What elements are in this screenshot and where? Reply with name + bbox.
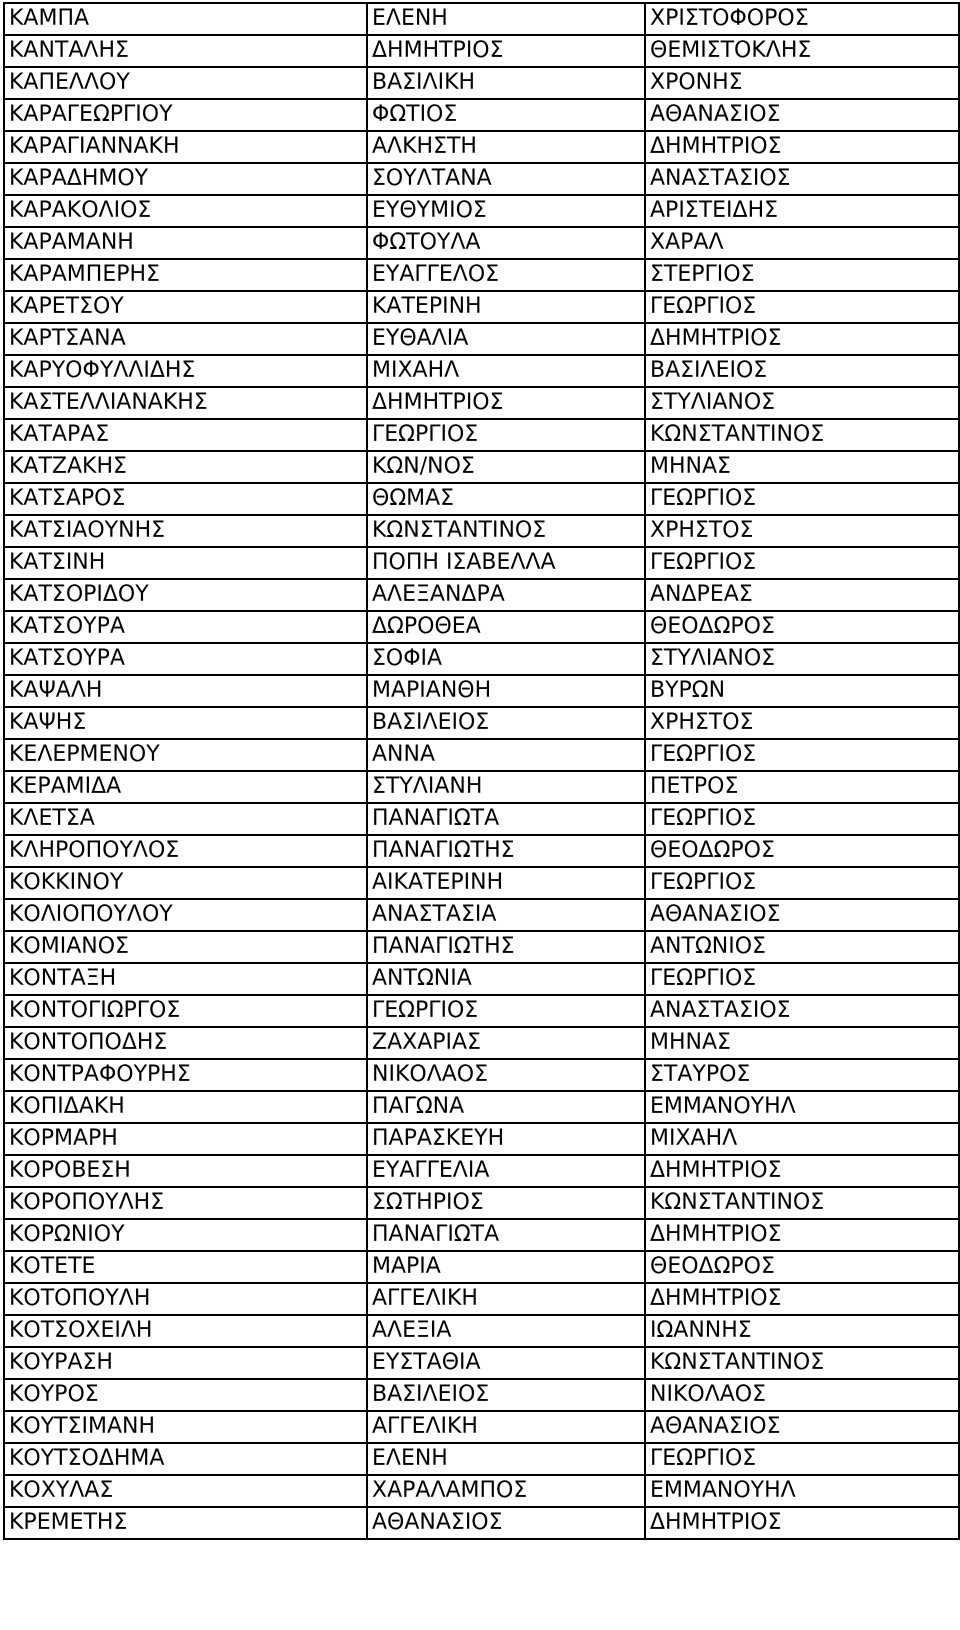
first-name-cell: ΑΓΓΕΛΙΚΗ xyxy=(367,1411,645,1443)
first-name-cell: ΑΛΕΞΙΑ xyxy=(367,1315,645,1347)
table-row xyxy=(4,1187,959,1219)
surname-cell: ΚΟΛΙΟΠΟΥΛΟΥ xyxy=(4,899,367,931)
surname-cell: ΚΑΡΑΜΠΕΡΗΣ xyxy=(4,259,367,291)
surname-cell: ΚΟΤΕΤΕ xyxy=(4,1251,367,1283)
surname-cell: ΚΟΝΤΡΑΦΟΥΡΗΣ xyxy=(4,1059,367,1091)
father-name-cell: ΑΘΑΝΑΣΙΟΣ xyxy=(645,1411,959,1443)
surname-cell: ΚΟΥΡΑΣΗ xyxy=(4,1347,367,1379)
first-name-cell: ΔΩΡΟΘΕΑ xyxy=(367,611,645,643)
surname-cell: ΚΑΤΣΑΡΟΣ xyxy=(4,483,367,515)
surname-cell: ΚΟΥΤΣΙΜΑΝΗ xyxy=(4,1411,367,1443)
surname-cell: ΚΟΧΥΛΑΣ xyxy=(4,1475,367,1507)
surname-cell: ΚΟΥΡΟΣ xyxy=(4,1379,367,1411)
table-row xyxy=(4,195,959,227)
first-name-cell: ΒΑΣΙΛΙΚΗ xyxy=(367,67,645,99)
father-name-cell: ΑΘΑΝΑΣΙΟΣ xyxy=(645,899,959,931)
table-row xyxy=(4,1411,959,1443)
table-row xyxy=(4,387,959,419)
surname-cell: ΚΑΡΑΔΗΜΟΥ xyxy=(4,163,367,195)
surname-cell: ΚΑΡΕΤΣΟΥ xyxy=(4,291,367,323)
first-name-cell: ΜΑΡΙΑ xyxy=(367,1251,645,1283)
table-row xyxy=(4,35,959,67)
first-name-cell: ΓΕΩΡΓΙΟΣ xyxy=(367,419,645,451)
surname-cell: ΚΟΠΙΔΑΚΗ xyxy=(4,1091,367,1123)
father-name-cell: ΧΑΡΑΛ xyxy=(645,227,959,259)
first-name-cell: ΑΝΝΑ xyxy=(367,739,645,771)
table-row xyxy=(4,515,959,547)
surname-cell: ΚΟΝΤΟΠΟΔΗΣ xyxy=(4,1027,367,1059)
father-name-cell: ΣΤΥΛΙΑΝΟΣ xyxy=(645,643,959,675)
first-name-cell: ΣΟΥΛΤΑΝΑ xyxy=(367,163,645,195)
table-row xyxy=(4,1219,959,1251)
surname-cell: ΚΑΡΤΣΑΝΑ xyxy=(4,323,367,355)
table-row xyxy=(4,675,959,707)
first-name-cell: ΧΑΡΑΛΑΜΠΟΣ xyxy=(367,1475,645,1507)
father-name-cell: ΓΕΩΡΓΙΟΣ xyxy=(645,1443,959,1475)
surname-cell: ΚΕΛΕΡΜΕΝΟΥ xyxy=(4,739,367,771)
first-name-cell: ΚΑΤΕΡΙΝΗ xyxy=(367,291,645,323)
father-name-cell: ΣΤΑΥΡΟΣ xyxy=(645,1059,959,1091)
father-name-cell: ΑΝΔΡΕΑΣ xyxy=(645,579,959,611)
table-row xyxy=(4,803,959,835)
father-name-cell: ΠΕΤΡΟΣ xyxy=(645,771,959,803)
table-row xyxy=(4,451,959,483)
surname-cell: ΚΟΜΙΑΝΟΣ xyxy=(4,931,367,963)
first-name-cell: ΦΩΤΙΟΣ xyxy=(367,99,645,131)
first-name-cell: ΠΑΝΑΓΙΩΤΑ xyxy=(367,1219,645,1251)
first-name-cell: ΖΑΧΑΡΙΑΣ xyxy=(367,1027,645,1059)
surname-cell: ΚΑΡΑΓΙΑΝΝΑΚΗ xyxy=(4,131,367,163)
first-name-cell: ΑΛΚΗΣΤΗ xyxy=(367,131,645,163)
father-name-cell: ΣΤΕΡΓΙΟΣ xyxy=(645,259,959,291)
surname-cell: ΚΑΤΣΙΝΗ xyxy=(4,547,367,579)
surname-cell: ΚΑΠΕΛΛΟΥ xyxy=(4,67,367,99)
first-name-cell: ΚΩΝΣΤΑΝΤΙΝΟΣ xyxy=(367,515,645,547)
table-row xyxy=(4,1443,959,1475)
father-name-cell: ΔΗΜΗΤΡΙΟΣ xyxy=(645,1283,959,1315)
table-row xyxy=(4,323,959,355)
first-name-cell: ΓΕΩΡΓΙΟΣ xyxy=(367,995,645,1027)
father-name-cell: ΔΗΜΗΤΡΙΟΣ xyxy=(645,1507,959,1539)
father-name-cell: ΘΕΜΙΣΤΟΚΛΗΣ xyxy=(645,35,959,67)
first-name-cell: ΑΙΚΑΤΕΡΙΝΗ xyxy=(367,867,645,899)
father-name-cell: ΒΑΣΙΛΕΙΟΣ xyxy=(645,355,959,387)
father-name-cell: ΧΡΟΝΗΣ xyxy=(645,67,959,99)
surname-cell: ΚΑΤΣΟΥΡΑ xyxy=(4,611,367,643)
surname-cell: ΚΟΥΤΣΟΔΗΜΑ xyxy=(4,1443,367,1475)
first-name-cell: ΒΑΣΙΛΕΙΟΣ xyxy=(367,1379,645,1411)
first-name-cell: ΠΑΝΑΓΙΩΤΗΣ xyxy=(367,931,645,963)
table-row xyxy=(4,1379,959,1411)
father-name-cell: ΜΗΝΑΣ xyxy=(645,451,959,483)
first-name-cell: ΠΟΠΗ ΙΣΑΒΕΛΛΑ xyxy=(367,547,645,579)
first-name-cell: ΑΓΓΕΛΙΚΗ xyxy=(367,1283,645,1315)
first-name-cell: ΕΥΘΑΛΙΑ xyxy=(367,323,645,355)
surname-cell: ΚΑΝΤΑΛΗΣ xyxy=(4,35,367,67)
first-name-cell: ΣΤΥΛΙΑΝΗ xyxy=(367,771,645,803)
table-row xyxy=(4,227,959,259)
first-name-cell: ΜΙΧΑΗΛ xyxy=(367,355,645,387)
father-name-cell: ΜΙΧΑΗΛ xyxy=(645,1123,959,1155)
surname-cell: ΚΟΝΤΟΓΙΩΡΓΟΣ xyxy=(4,995,367,1027)
father-name-cell: ΧΡΗΣΤΟΣ xyxy=(645,707,959,739)
first-name-cell: ΠΑΝΑΓΙΩΤΗΣ xyxy=(367,835,645,867)
father-name-cell: ΓΕΩΡΓΙΟΣ xyxy=(645,547,959,579)
first-name-cell: ΣΟΦΙΑ xyxy=(367,643,645,675)
father-name-cell: ΕΜΜΑΝΟΥΗΛ xyxy=(645,1475,959,1507)
surname-cell: ΚΕΡΑΜΙΔΑ xyxy=(4,771,367,803)
surname-cell: ΚΑΤΖΑΚΗΣ xyxy=(4,451,367,483)
first-name-cell: ΦΩΤΟΥΛΑ xyxy=(367,227,645,259)
table-row xyxy=(4,1283,959,1315)
table-row xyxy=(4,1347,959,1379)
father-name-cell: ΧΡΙΣΤΟΦΟΡΟΣ xyxy=(645,3,959,35)
surname-cell: ΚΑΤΣΟΡΙΔΟΥ xyxy=(4,579,367,611)
names-table xyxy=(3,2,960,1540)
surname-cell: ΚΑΣΤΕΛΛΙΑΝΑΚΗΣ xyxy=(4,387,367,419)
first-name-cell: ΑΘΑΝΑΣΙΟΣ xyxy=(367,1507,645,1539)
table-row xyxy=(4,355,959,387)
table-row xyxy=(4,1155,959,1187)
first-name-cell: ΕΥΑΓΓΕΛΙΑ xyxy=(367,1155,645,1187)
father-name-cell: ΧΡΗΣΤΟΣ xyxy=(645,515,959,547)
table-row xyxy=(4,259,959,291)
table-row xyxy=(4,899,959,931)
first-name-cell: ΔΗΜΗΤΡΙΟΣ xyxy=(367,387,645,419)
table-row xyxy=(4,1027,959,1059)
first-name-cell: ΘΩΜΑΣ xyxy=(367,483,645,515)
surname-cell: ΚΑΨΑΛΗ xyxy=(4,675,367,707)
table-row xyxy=(4,931,959,963)
father-name-cell: ΙΩΑΝΝΗΣ xyxy=(645,1315,959,1347)
first-name-cell: ΕΥΘΥΜΙΟΣ xyxy=(367,195,645,227)
names-table-body xyxy=(4,3,959,1539)
first-name-cell: ΠΑΡΑΣΚΕΥΗ xyxy=(367,1123,645,1155)
father-name-cell: ΓΕΩΡΓΙΟΣ xyxy=(645,963,959,995)
table-row xyxy=(4,1475,959,1507)
father-name-cell: ΚΩΝΣΤΑΝΤΙΝΟΣ xyxy=(645,1187,959,1219)
father-name-cell: ΔΗΜΗΤΡΙΟΣ xyxy=(645,323,959,355)
surname-cell: ΚΑΜΠΑ xyxy=(4,3,367,35)
surname-cell: ΚΑΡΥΟΦΥΛΛΙΔΗΣ xyxy=(4,355,367,387)
father-name-cell: ΘΕΟΔΩΡΟΣ xyxy=(645,611,959,643)
first-name-cell: ΕΛΕΝΗ xyxy=(367,1443,645,1475)
table-row xyxy=(4,1315,959,1347)
father-name-cell: ΓΕΩΡΓΙΟΣ xyxy=(645,291,959,323)
surname-cell: ΚΡΕΜΕΤΗΣ xyxy=(4,1507,367,1539)
father-name-cell: ΣΤΥΛΙΑΝΟΣ xyxy=(645,387,959,419)
father-name-cell: ΝΙΚΟΛΑΟΣ xyxy=(645,1379,959,1411)
first-name-cell: ΠΑΓΩΝΑ xyxy=(367,1091,645,1123)
first-name-cell: ΕΛΕΝΗ xyxy=(367,3,645,35)
surname-cell: ΚΟΝΤΑΞΗ xyxy=(4,963,367,995)
surname-cell: ΚΟΡΩΝΙΟΥ xyxy=(4,1219,367,1251)
father-name-cell: ΚΩΝΣΤΑΝΤΙΝΟΣ xyxy=(645,1347,959,1379)
table-row xyxy=(4,163,959,195)
surname-cell: ΚΑΡΑΜΑΝΗ xyxy=(4,227,367,259)
first-name-cell: ΑΛΕΞΑΝΔΡΑ xyxy=(367,579,645,611)
table-row xyxy=(4,963,959,995)
first-name-cell: ΝΙΚΟΛΑΟΣ xyxy=(367,1059,645,1091)
first-name-cell: ΑΝΑΣΤΑΣΙΑ xyxy=(367,899,645,931)
first-name-cell: ΒΑΣΙΛΕΙΟΣ xyxy=(367,707,645,739)
father-name-cell: ΜΗΝΑΣ xyxy=(645,1027,959,1059)
surname-cell: ΚΑΡΑΓΕΩΡΓΙΟΥ xyxy=(4,99,367,131)
father-name-cell: ΔΗΜΗΤΡΙΟΣ xyxy=(645,1155,959,1187)
table-row xyxy=(4,995,959,1027)
table-row xyxy=(4,867,959,899)
table-row xyxy=(4,1091,959,1123)
surname-cell: ΚΛΗΡΟΠΟΥΛΟΣ xyxy=(4,835,367,867)
table-row xyxy=(4,547,959,579)
first-name-cell: ΑΝΤΩΝΙΑ xyxy=(367,963,645,995)
father-name-cell: ΘΕΟΔΩΡΟΣ xyxy=(645,1251,959,1283)
father-name-cell: ΓΕΩΡΓΙΟΣ xyxy=(645,483,959,515)
table-row xyxy=(4,771,959,803)
father-name-cell: ΕΜΜΑΝΟΥΗΛ xyxy=(645,1091,959,1123)
first-name-cell: ΕΥΑΓΓΕΛΟΣ xyxy=(367,259,645,291)
surname-cell: ΚΟΤΟΠΟΥΛΗ xyxy=(4,1283,367,1315)
first-name-cell: ΣΩΤΗΡΙΟΣ xyxy=(367,1187,645,1219)
table-row xyxy=(4,643,959,675)
father-name-cell: ΒΥΡΩΝ xyxy=(645,675,959,707)
table-row xyxy=(4,67,959,99)
table-row xyxy=(4,611,959,643)
first-name-cell: ΠΑΝΑΓΙΩΤΑ xyxy=(367,803,645,835)
surname-cell: ΚΟΤΣΟΧΕΙΛΗ xyxy=(4,1315,367,1347)
father-name-cell: ΔΗΜΗΤΡΙΟΣ xyxy=(645,131,959,163)
table-row xyxy=(4,3,959,35)
first-name-cell: ΜΑΡΙΑΝΘΗ xyxy=(367,675,645,707)
father-name-cell: ΘΕΟΔΩΡΟΣ xyxy=(645,835,959,867)
father-name-cell: ΓΕΩΡΓΙΟΣ xyxy=(645,803,959,835)
father-name-cell: ΑΝΤΩΝΙΟΣ xyxy=(645,931,959,963)
father-name-cell: ΑΡΙΣΤΕΙΔΗΣ xyxy=(645,195,959,227)
table-row xyxy=(4,291,959,323)
father-name-cell: ΑΘΑΝΑΣΙΟΣ xyxy=(645,99,959,131)
surname-cell: ΚΑΤΣΟΥΡΑ xyxy=(4,643,367,675)
surname-cell: ΚΑΡΑΚΟΛΙΟΣ xyxy=(4,195,367,227)
table-row xyxy=(4,835,959,867)
father-name-cell: ΑΝΑΣΤΑΣΙΟΣ xyxy=(645,995,959,1027)
surname-cell: ΚΟΡΟΠΟΥΛΗΣ xyxy=(4,1187,367,1219)
surname-cell: ΚΑΨΗΣ xyxy=(4,707,367,739)
father-name-cell: ΓΕΩΡΓΙΟΣ xyxy=(645,867,959,899)
table-row xyxy=(4,131,959,163)
table-row xyxy=(4,707,959,739)
table-row xyxy=(4,1059,959,1091)
table-row xyxy=(4,419,959,451)
first-name-cell: ΚΩΝ/ΝΟΣ xyxy=(367,451,645,483)
surname-cell: ΚΛΕΤΣΑ xyxy=(4,803,367,835)
surname-cell: ΚΑΤΣΙΑΟΥΝΗΣ xyxy=(4,515,367,547)
first-name-cell: ΔΗΜΗΤΡΙΟΣ xyxy=(367,35,645,67)
table-row xyxy=(4,579,959,611)
table-row xyxy=(4,483,959,515)
father-name-cell: ΔΗΜΗΤΡΙΟΣ xyxy=(645,1219,959,1251)
table-row xyxy=(4,739,959,771)
father-name-cell: ΓΕΩΡΓΙΟΣ xyxy=(645,739,959,771)
surname-cell: ΚΑΤΑΡΑΣ xyxy=(4,419,367,451)
surname-cell: ΚΟΡΜΑΡΗ xyxy=(4,1123,367,1155)
table-row xyxy=(4,99,959,131)
father-name-cell: ΑΝΑΣΤΑΣΙΟΣ xyxy=(645,163,959,195)
surname-cell: ΚΟΚΚΙΝΟΥ xyxy=(4,867,367,899)
surname-cell: ΚΟΡΟΒΕΣΗ xyxy=(4,1155,367,1187)
father-name-cell: ΚΩΝΣΤΑΝΤΙΝΟΣ xyxy=(645,419,959,451)
first-name-cell: ΕΥΣΤΑΘΙΑ xyxy=(367,1347,645,1379)
table-row xyxy=(4,1507,959,1539)
table-row xyxy=(4,1251,959,1283)
table-row xyxy=(4,1123,959,1155)
